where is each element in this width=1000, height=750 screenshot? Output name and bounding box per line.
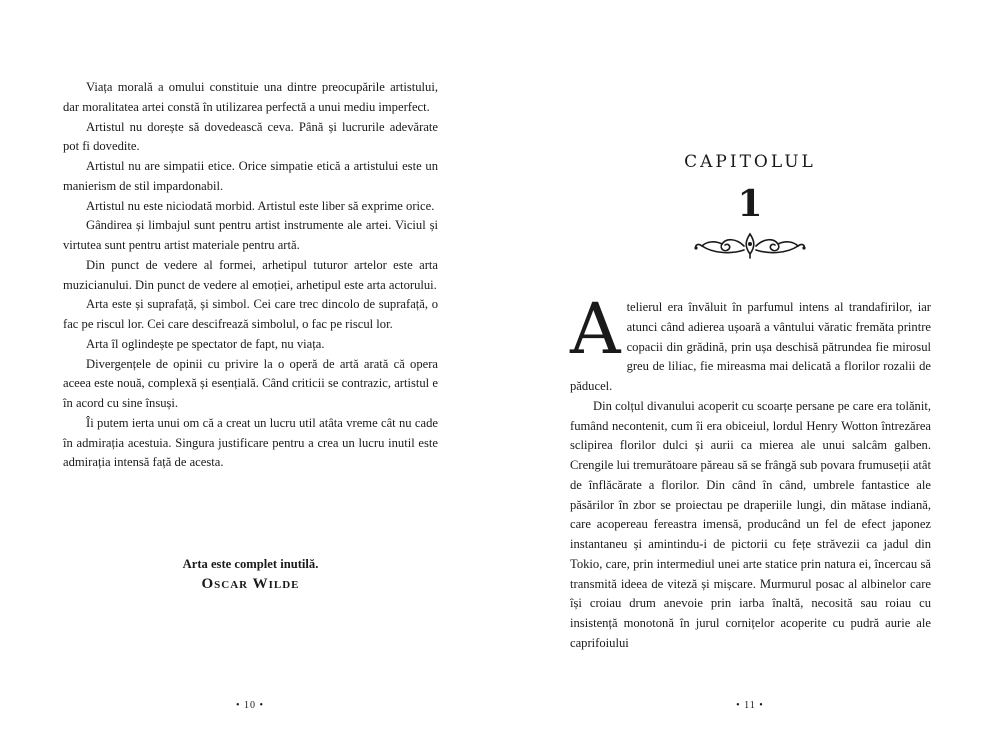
preface-paragraph: Artistul nu are simpatii etice. Orice simpatie etică a artistului este un manierism de stil impardonabil. bbox=[63, 159, 438, 193]
preface-paragraph: Gândirea și limbajul sunt pentru artist instrumente ale artei. Viciul și virtutea sunt pentru artist materiale pentru artă. bbox=[63, 218, 438, 252]
flourish-ornament-icon bbox=[692, 230, 808, 260]
preface-paragraph: Artistul nu este niciodată morbid. Artistul este liber să exprime orice. bbox=[86, 198, 435, 213]
preface-paragraph: Divergențele de opinii cu privire la o operă de artă arată că opera aceea este nouă, complexă și esențială. Când criticii se contrazic, artistul e în acord cu sine însuși. bbox=[63, 356, 438, 410]
chapter-text bbox=[570, 288, 931, 654]
first-paragraph-text: telierul era învăluit în parfumul intens al trandafirilor, iar atunci când adierea ușoară a vântului văratic fremăta printre copacii din grădină, prin ușa deschisă pătrundea fie mirosul greu de liliac, fie mireasma mai delicată a florilor rozalii de păducel. bbox=[570, 300, 931, 393]
preface-paragraph: Viața morală a omului constituie una dintre preocupările artistului, dar moralitatea artei constă în utilizarea perfectă a unui mediu imperfect. bbox=[63, 80, 438, 114]
preface-text bbox=[63, 78, 438, 473]
preface-paragraph: Îi putem ierta unui om că a creat un lucru util atâta vreme cât nu cade în admirația acestuia. Singura justificare pentru a crea un lucru inutil este admirația intensă față de acesta. bbox=[63, 415, 438, 470]
chapter-second-paragraph: Din colțul divanului acoperit cu scoarțe persane pe care era tolănit, fumând necontenit, cum îi era obiceiul, lordul Henry Wotton întrezărea sclipirea florilor dulci și aurii ca mierea ale unui salcâm galben. Crengile lui tremurătoare păreau să se frângă sub povara frumuseții atât de înflăcărate a florilor. Din când în când, umbrele fantastice ale păsărilor în zbor se proiectau pe draperiile lungi, din mătase indiană, care acopereau fereastra imensă, producând un fel de efect japonez instantaneu și amintindu-i de pictorii cu fețe străvezii ca jadul din Tokio, care, prin intermediul unei arte statice prin natura ei, încercau să transmită ideea de viteză și mișcare. Murmurul posac al albinelor care își croiau drum anevoie prin iarba înaltă, necosită sau roiau cu insistență monotonă în jurul cornițelor acoperite cu pudră aurie ale caprifoiului bbox=[570, 398, 931, 650]
preface-paragraph: Arta îl oglindește pe spectator de fapt, nu viața. bbox=[86, 336, 325, 351]
chapter-first-paragraph bbox=[570, 288, 931, 397]
preface-paragraph: Din punct de vedere al formei, arhetipul tuturor artelor este arta muzicianului. Din punct de vedere al emoției, arhetipul este arta actorului. bbox=[63, 257, 438, 292]
preface-paragraph: Arta este și suprafață, și simbol. Cei care trec dincolo de suprafață, o fac pe riscul lor. Cei care descifrează simbolul, o fac pe riscul lor. bbox=[63, 297, 438, 331]
page-number-right: • 11 • bbox=[736, 700, 764, 711]
chapter-number: 1 bbox=[737, 183, 763, 225]
chapter-heading bbox=[500, 150, 1000, 260]
preface-paragraph: Artistul nu dorește să dovedească ceva. Până și lucrurile adevărate pot fi dovedite. bbox=[63, 119, 438, 154]
chapter-label: CAPITOLUL bbox=[684, 152, 816, 172]
page-number-left: • 10 • bbox=[235, 700, 264, 711]
motto-author: Oscar Wilde bbox=[201, 576, 300, 592]
right-page bbox=[500, 0, 1000, 750]
motto-block bbox=[63, 555, 438, 594]
drop-cap: A bbox=[570, 288, 621, 370]
motto-text: Arta este complet inutilă. bbox=[182, 557, 319, 571]
